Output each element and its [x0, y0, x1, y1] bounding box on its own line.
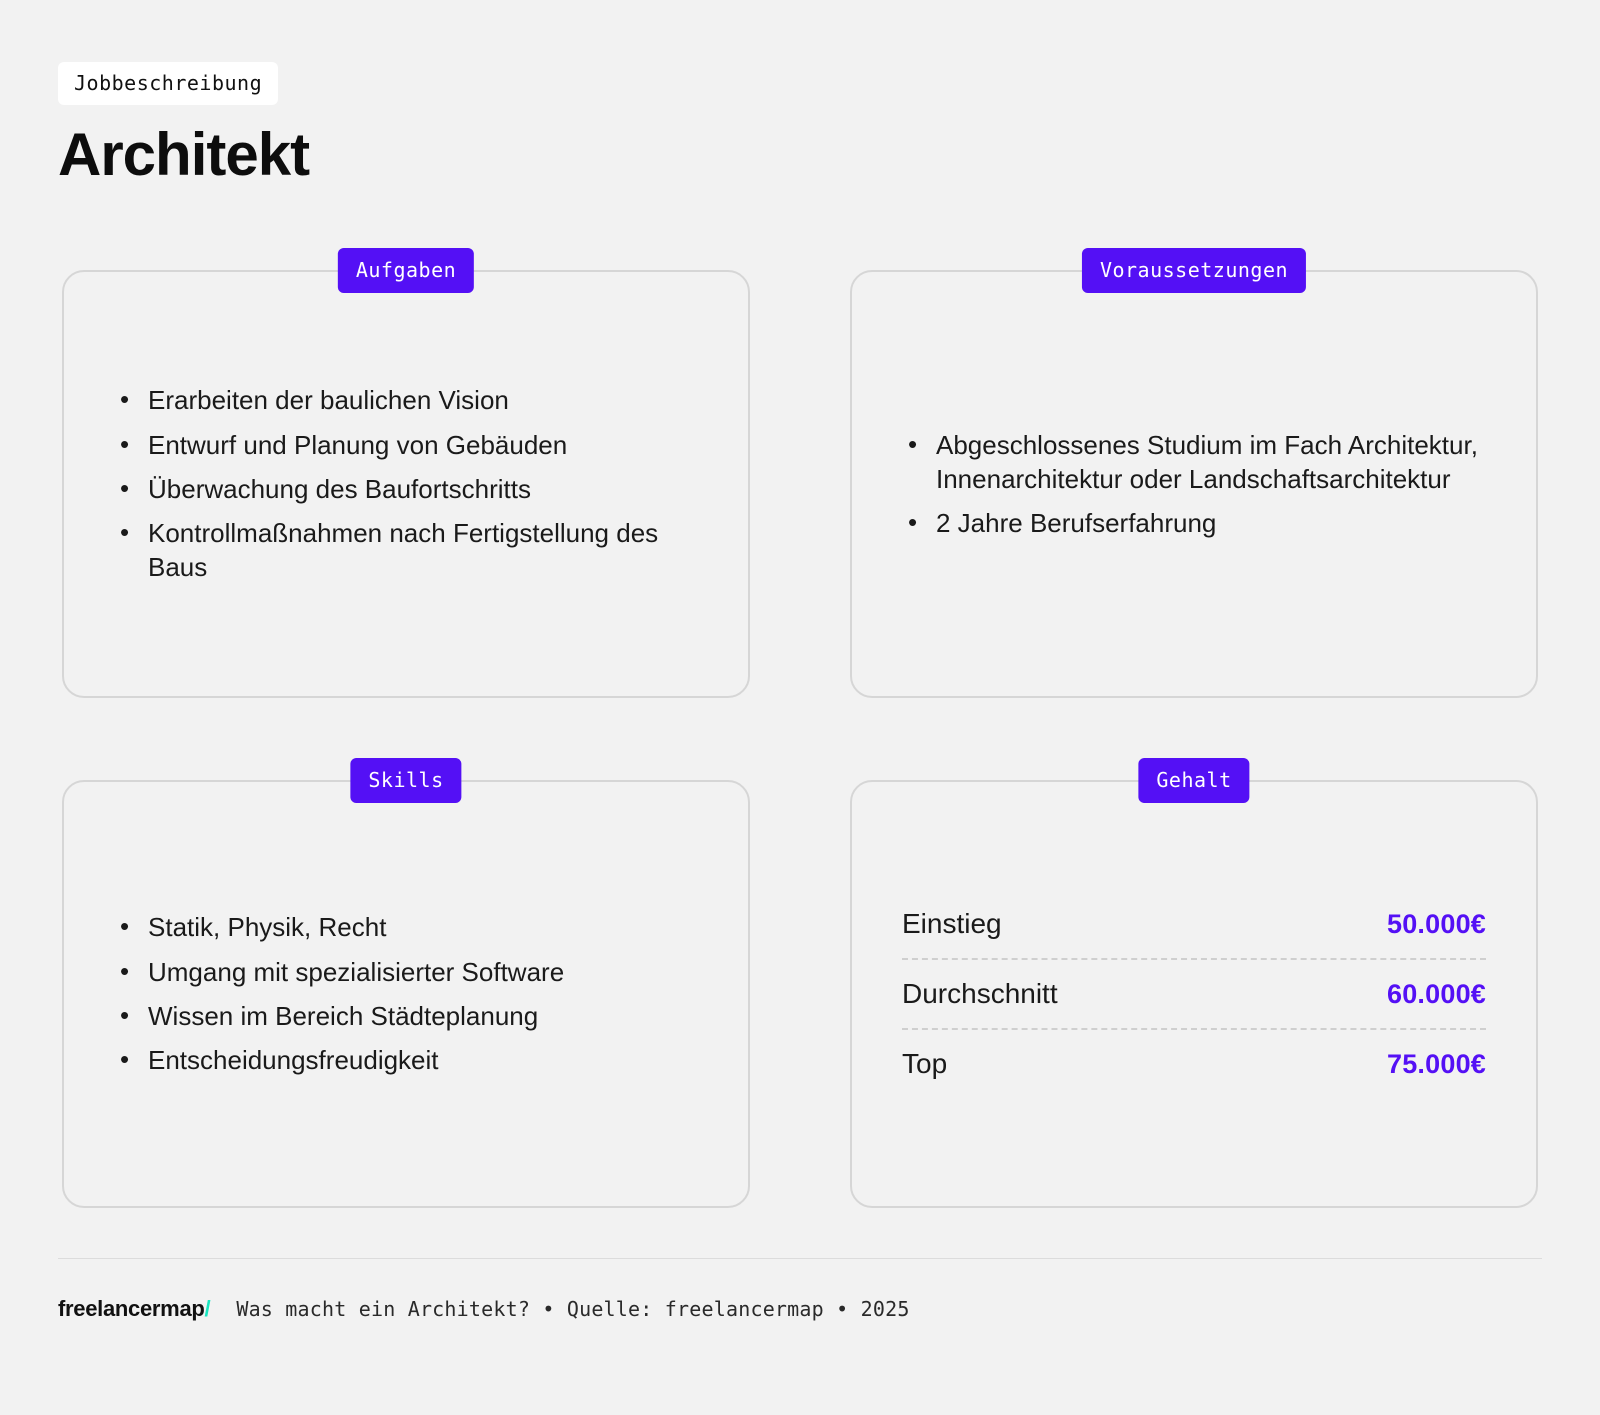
list-item: • Kontrollmaßnahmen nach Fertigstellung des Baus — [112, 516, 702, 585]
card-body-requirements — [850, 270, 1538, 698]
salary-table — [852, 890, 1536, 1098]
brand-slash: / — [204, 1296, 211, 1321]
requirements-list — [852, 428, 1536, 541]
list-item: • Abgeschlossenes Studium im Fach Architektur, Innenarchitektur oder Landschaftsarchitektur — [900, 428, 1490, 497]
list-item: • 2 Jahre Berufserfahrung — [900, 506, 1490, 540]
list-item: • Entscheidungsfreudigkeit — [112, 1043, 702, 1077]
salary-label: Einstieg — [902, 908, 1002, 939]
card-label-tasks: Aufgaben — [338, 248, 474, 293]
cards-grid — [62, 248, 1538, 1208]
list-item: • Umgang mit spezialisierter Software — [112, 955, 702, 989]
card-body-skills — [62, 780, 750, 1208]
list-item: • Erarbeiten der baulichen Vision — [112, 383, 702, 417]
card-body-tasks — [62, 270, 750, 698]
tasks-list — [64, 383, 748, 585]
card-skills — [62, 758, 750, 1208]
brand-logo — [58, 1296, 210, 1322]
salary-value: 75.000€ — [1387, 1049, 1486, 1079]
list-item: • Überwachung des Baufortschritts — [112, 472, 702, 506]
card-body-salary — [850, 780, 1538, 1208]
skills-list — [64, 910, 748, 1077]
list-item: • Statik, Physik, Recht — [112, 910, 702, 944]
card-label-salary: Gehalt — [1138, 758, 1249, 803]
salary-value: 50.000€ — [1387, 909, 1486, 939]
list-item: • Wissen im Bereich Städteplanung — [112, 999, 702, 1033]
salary-row-entry — [898, 890, 1490, 958]
salary-value: 60.000€ — [1387, 979, 1486, 1009]
salary-label: Top — [902, 1048, 948, 1079]
salary-row-average — [898, 960, 1490, 1028]
eyebrow-badge: Jobbeschreibung — [58, 62, 278, 105]
salary-label: Durchschnitt — [902, 978, 1058, 1009]
footer — [58, 1296, 910, 1322]
card-label-requirements: Voraussetzungen — [1082, 248, 1306, 293]
card-requirements — [850, 248, 1538, 698]
list-item: • Entwurf und Planung von Gebäuden — [112, 428, 702, 462]
card-tasks — [62, 248, 750, 698]
page-title: Architekt — [58, 121, 310, 188]
salary-row-top — [898, 1030, 1490, 1098]
card-salary — [850, 758, 1538, 1208]
card-label-skills: Skills — [350, 758, 461, 803]
footer-source-text: Was macht ein Architekt? • Quelle: freelancermap • 2025 — [236, 1297, 910, 1321]
brand-name: freelancermap — [58, 1296, 205, 1321]
footer-divider — [58, 1258, 1542, 1259]
